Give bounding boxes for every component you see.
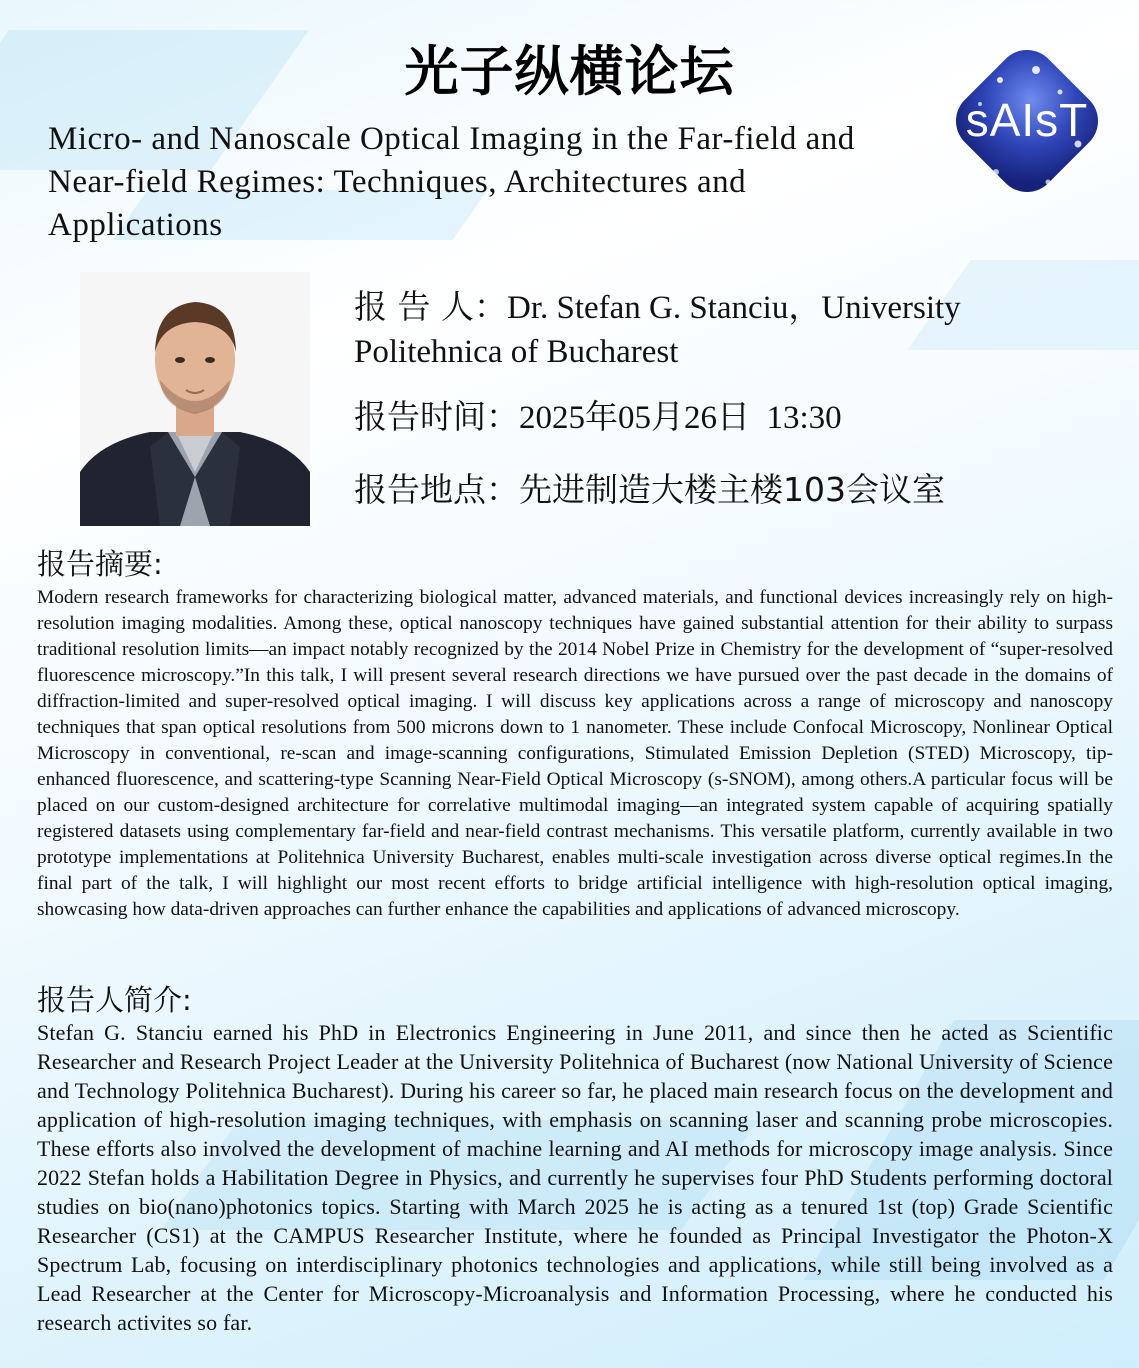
speaker-label: 报 告 人： xyxy=(354,287,507,326)
venue-label: 报告地点： xyxy=(354,470,519,509)
time-value: 2025年05月26日 13:30 xyxy=(519,400,842,436)
talk-title: Micro- and Nanoscale Optical Imaging in the Far-field and Near-field Regimes: Techniques, Architectures and Applications xyxy=(48,121,855,243)
logo-text: sAIsT xyxy=(965,94,1089,146)
speaker-value: Dr. Stefan G. Stanciu，University Politehnica of Bucharest xyxy=(354,290,961,370)
saist-logo xyxy=(938,32,1116,210)
speaker-info xyxy=(354,285,1094,374)
bio-text: Stefan G. Stanciu earned his PhD in Electronics Engineering in June 2011, and since then he acted as Scientific Researcher and Research Project Leader at the University Politehnica of Bucharest (now National University of Science and Technology Politehnica Bucharest). During his career so far, he placed main research focus on the development and application of high-resolution imaging techniques, with emphasis on scanning laser and scanning probe microscopies. These efforts also involved the development of machine learning and AI methods for microscopy image analysis. Since 2022 Stefan holds a Habilitation Degree in Physics, and currently he supervises four PhD Students performing doctoral studies on bio(nano)photonics topics. Starting with March 2025 he is acting as a tenured 1st (top) Grade Scientific Researcher (CS1) at the CAMPUS Researcher Institute, where he founded as Principal Investigator the Photon-X Spectrum Lab, focusing on interdisciplinary photonics technologies and applications, while still being involved as a Lead Researcher at the Center for Microscopy-Microanalysis and Information Processing, where he conducted his research activites so far. xyxy=(37,1020,1113,1335)
time-info xyxy=(354,395,1094,440)
abstract-text: Modern research frameworks for characterizing biological matter, advanced materials, and functional devices increasingly rely on high-resolution imaging modalities. Among these, optical nanoscopy techniques have gained substantial attention for their ability to surpass traditional resolution limits—an impact notably recognized by the 2014 Nobel Prize in Chemistry for the development of “super-resolved fluorescence microscopy.”In this talk, I will present several research directions we have pursued over the past decade in the domains of diffraction-limited and super-resolved optical imaging. I will discuss key applications across a range of microscopy and nanoscopy techniques that span optical resolutions from 500 microns down to 1 nanometer. These include Confocal Microscopy, Nonlinear Optical Microscopy in conventional, re-scan and image-scanning configurations, Stimulated Emission Depletion (STED) Microscopy, tip-enhanced fluorescence, and scattering-type Scanning Near-Field Optical Microscopy (s-SNOM), among others.A particular focus will be placed on our custom-designed architecture for correlative multimodal imaging—an integrated system capable of acquiring spatially registered datasets using complementary far-field and near-field contrast mechanisms. This versatile platform, currently available in two prototype implementations at Politehnica University Bucharest, enables multi-scale investigation across diverse optical regimes.In the final part of the talk, I will highlight our most recent efforts to bridge artificial intelligence with high-resolution optical imaging, showcasing how data-driven approaches can further enhance the capabilities and applications of advanced microscopy. xyxy=(37,587,1113,920)
bio-heading: 报告人简介: xyxy=(37,983,192,1017)
forum-title: 光子纵横论坛 xyxy=(404,40,735,103)
venue-value: 先进制造大楼主楼103会议室 xyxy=(519,470,945,509)
venue-info xyxy=(354,468,1094,513)
speaker-photo xyxy=(80,272,310,526)
abstract-heading: 报告摘要: xyxy=(37,547,163,581)
time-label: 报告时间： xyxy=(354,397,519,436)
